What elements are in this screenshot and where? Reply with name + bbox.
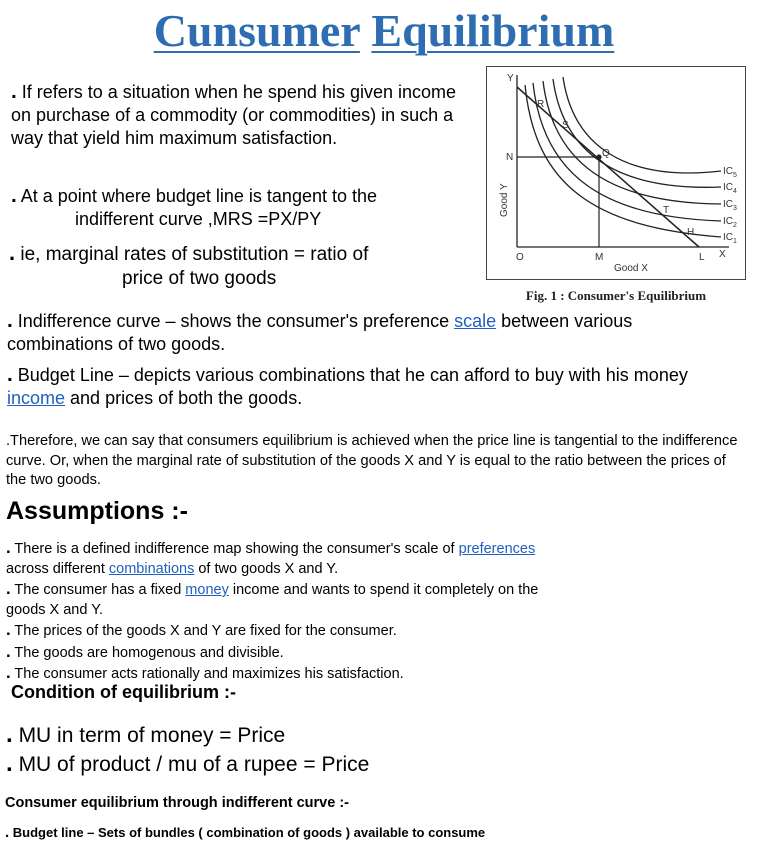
income-link[interactable]: income [7, 388, 66, 408]
equilibrium-figure [486, 66, 746, 280]
condition-2: . MU of product / mu of a rupee = Price [6, 750, 370, 777]
condition-list [6, 721, 706, 779]
page-title [0, 4, 768, 57]
point-label-m: M [595, 252, 604, 263]
intro-bullet-3: . ie, marginal rates of substitution = ratio of price of two goods [9, 240, 369, 289]
point-label-q: Q [602, 148, 610, 159]
title-word-2: Equilibrium [371, 5, 615, 56]
y-axis-letter: Y [507, 73, 514, 84]
intro-bullet-1: . If refers to a situation when he spend his given income on purchase of a commodity (or commodities) in such a way that yield him maximum satisfaction. [11, 80, 457, 148]
y-axis-label: Good Y [499, 183, 510, 217]
point-label-n: N [506, 152, 514, 163]
assumptions-list [6, 538, 576, 685]
point-label-t: T [663, 205, 670, 216]
definition-budget-line: . Budget Line – depicts various combinations that he can afford to buy with his money income and prices of both the goods. [7, 363, 688, 408]
combinations-link[interactable]: combinations [108, 560, 195, 577]
money-link[interactable]: money [185, 582, 229, 598]
ic-curve-2 [533, 83, 721, 221]
therefore-paragraph: .Therefore, we can say that consumers equilibrium is achieved when the price line is tangential to the indifference curve. Or, when the marginal rate of substitution of the goods X and Y is equal to the ratio between the prices of the two goods. [6, 433, 738, 488]
budget-line [517, 87, 699, 247]
ic-curve-4 [553, 79, 721, 187]
preferences-link[interactable]: preferences [458, 541, 536, 557]
curve-label-ic1: $IC_1$ [723, 232, 737, 245]
curve-label-ic3: $IC_3$ [723, 199, 737, 212]
scale-link[interactable]: scale [454, 311, 497, 331]
assumption-3: . The prices of the goods X and Y are fixed for the consumer. [6, 620, 397, 639]
condition-heading: Condition of equilibrium :- [11, 682, 236, 702]
point-label-r: R [537, 99, 545, 110]
assumption-4: . The goods are homogenous and divisible. [6, 641, 284, 661]
title-word-1: Cunsumer [153, 5, 360, 56]
through-ic-bullet-1: . Budget line – Sets of bundles ( combination of goods ) available to consume [5, 824, 486, 841]
assumption-5: . The consumer acts rationally and maximizes his satisfaction. [6, 663, 404, 682]
ic-curve-5 [563, 77, 721, 173]
figure-caption: Fig. 1 : Consumer's Equilibrium [525, 288, 707, 303]
equilibrium-point-q [596, 154, 601, 159]
curve-label-ic5: $IC_5$ [723, 166, 737, 179]
intro-bullet-2: . At a point where budget line is tangent to the indifferent curve ,MRS =PX/PY [11, 184, 378, 229]
curve-label-ic2: $IC_2$ [723, 216, 737, 229]
point-label-o: O [516, 252, 524, 263]
condition-1: . MU in term of money = Price [6, 721, 286, 748]
ic-curve-3 [543, 81, 721, 204]
point-label-h: H [687, 227, 695, 238]
assumption-2: . The consumer has a fixed money income and wants to spend it completely on the goods X and Y. [6, 579, 539, 618]
assumption-1: . There is a defined indifference map showing the consumer's scale of preferences across different combinations of two goods X and Y. [6, 538, 536, 577]
x-axis-letter: X [719, 249, 726, 260]
indifference-curve-diagram [487, 67, 744, 278]
x-axis-label: Good X [614, 263, 648, 274]
curve-label-ic4: $IC_4$ [723, 182, 737, 195]
point-label-l: L [699, 252, 705, 263]
point-label-s: S [562, 120, 569, 131]
definition-indifference-curve: . Indifference curve – shows the consumer's preference scale between various combinations of two goods. [7, 309, 633, 354]
assumptions-heading: Assumptions :- [6, 497, 188, 525]
through-ic-heading: Consumer equilibrium through indifferent curve :- [5, 795, 349, 811]
